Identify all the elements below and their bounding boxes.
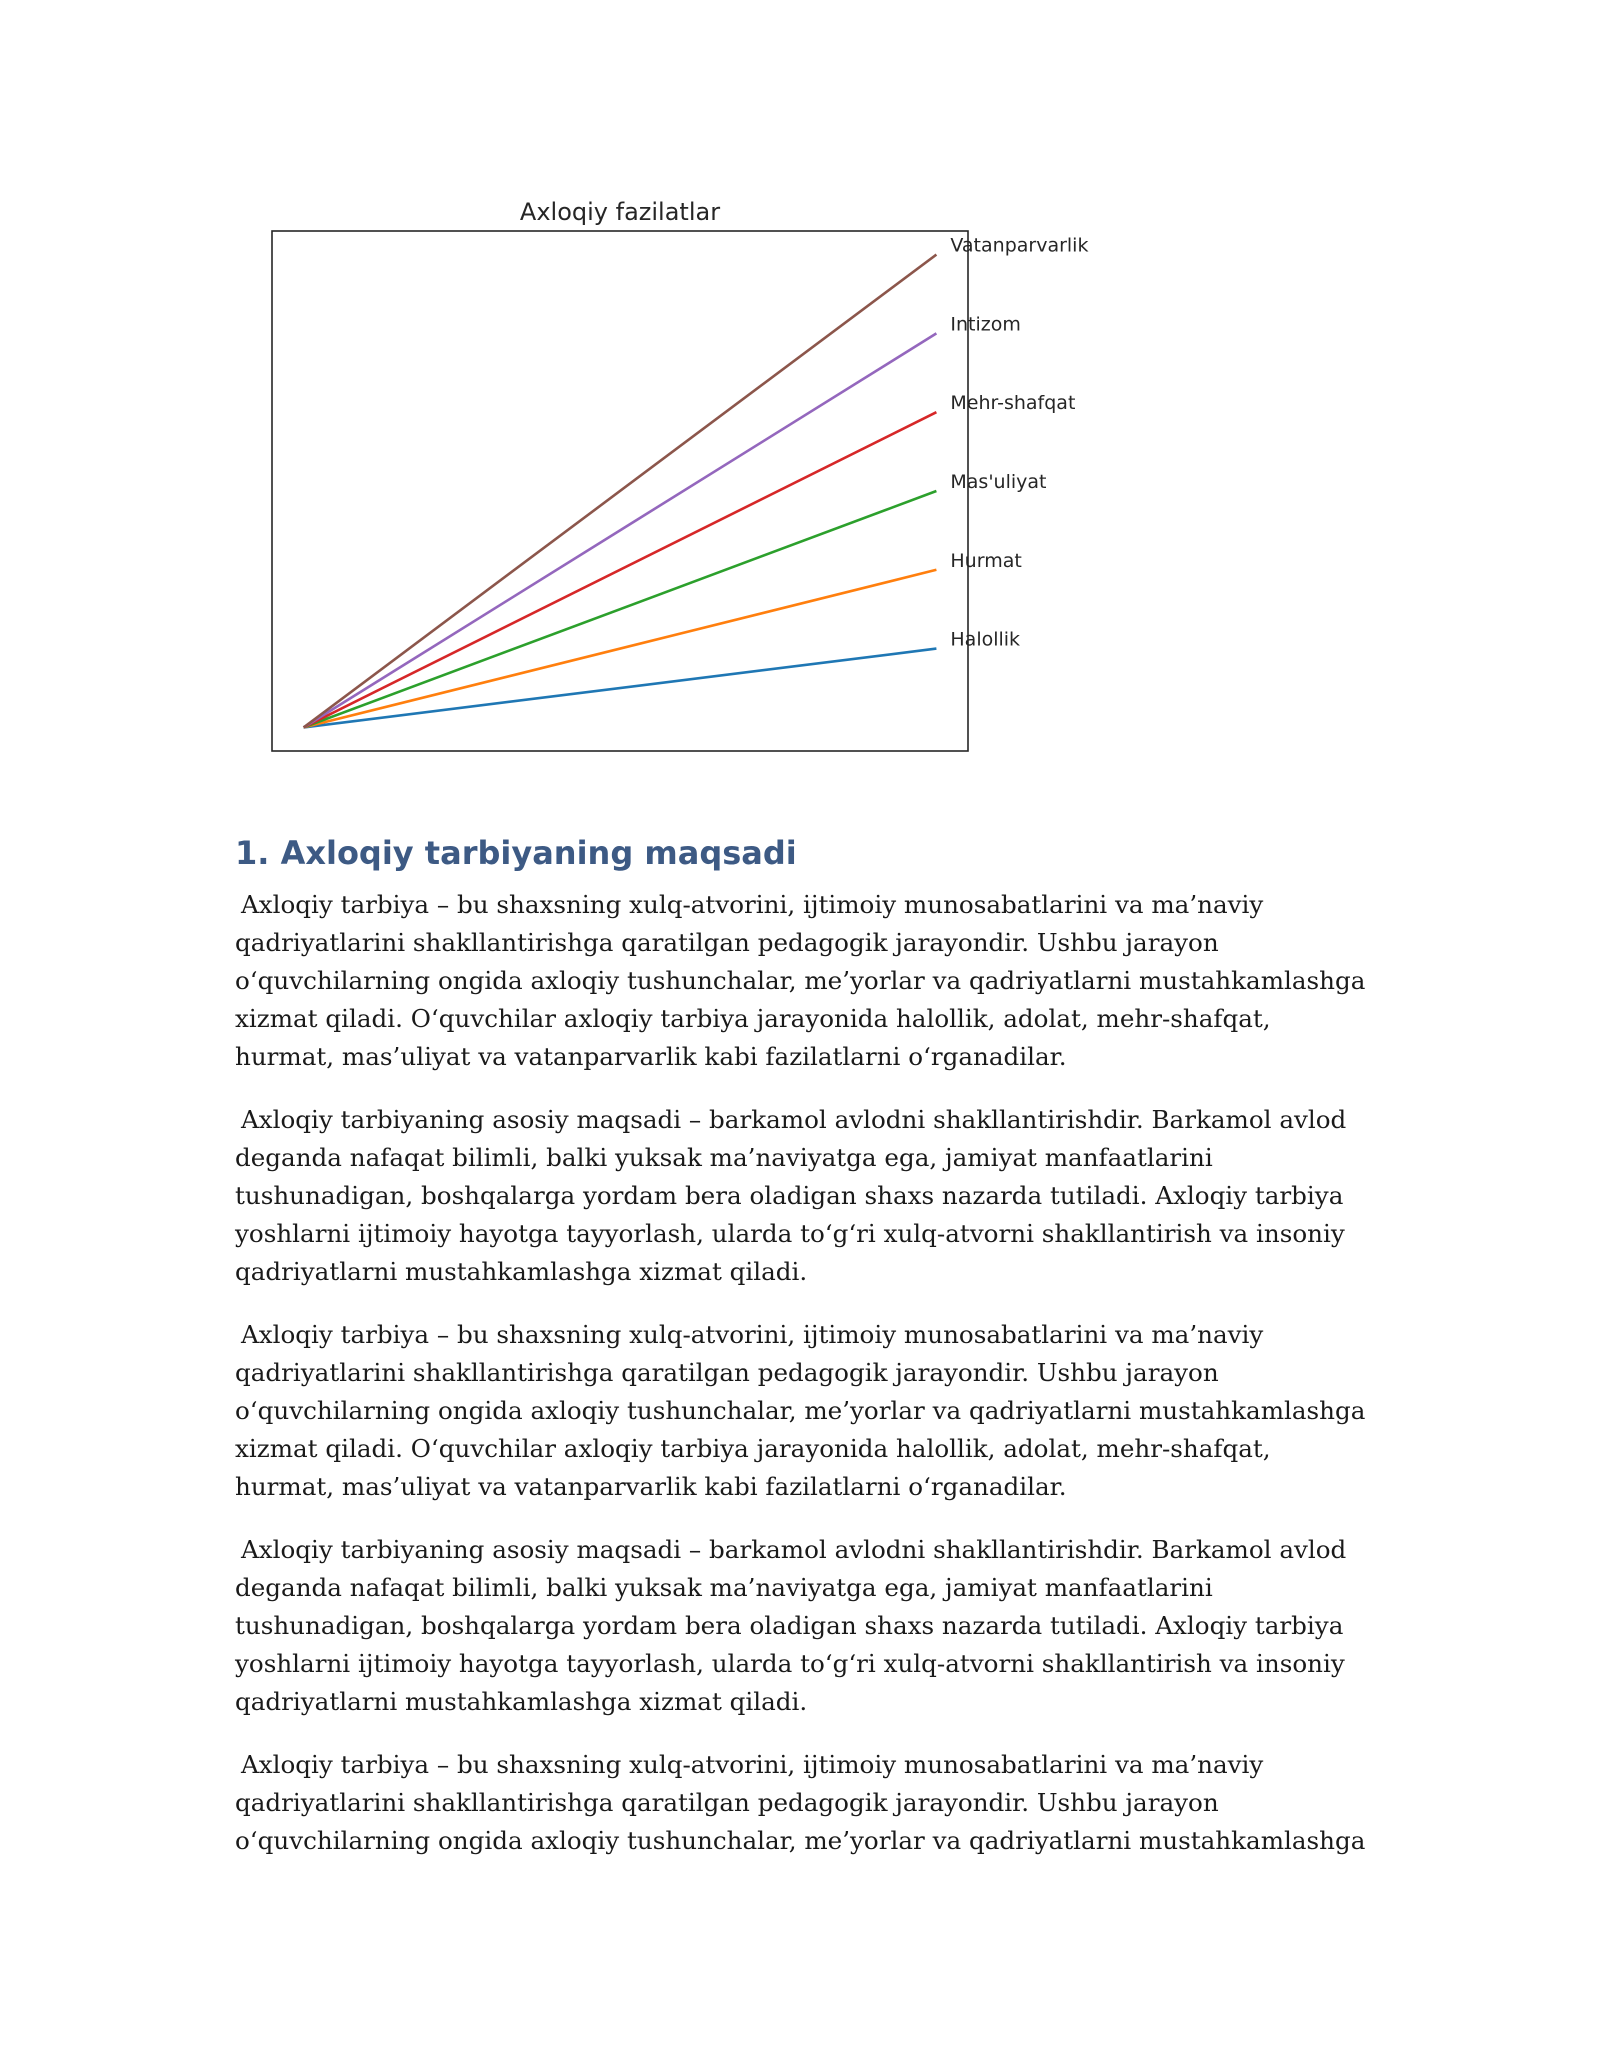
- series-label-3: Mas'uliyat: [950, 471, 1047, 493]
- section-heading: 1. Axloqiy tarbiyaning maqsadi: [235, 834, 797, 872]
- series-line-4: [304, 412, 937, 727]
- series-labels: [950, 235, 1088, 651]
- chart-figure: [0, 0, 1600, 800]
- series-line-3: [304, 491, 937, 727]
- series-label-6: Vatanparvarlik: [950, 234, 1089, 257]
- series-line-2: [304, 570, 937, 728]
- paragraph-3: Axloqiy tarbiya – bu shaxsning xulq-atvorini, ijtimoiy munosabatlarini va ma’naviy qadriyatlarini shakllantirishga qaratilgan pedagogik jarayondir. Ushbu jarayon o‘quvchilarning ongida axloqiy tushunchalar, me’yorlar va qadriyatlarni mustahkamlashga xizmat qiladi. O‘quvchilar axloqiy tarbiya jarayonida halollik, adolat, mehr-shafqat, hurmat, mas’uliyat va vatanparvarlik kabi fazilatlarni o‘rganadilar.: [235, 1320, 1366, 1501]
- document-body: [235, 830, 1375, 1885]
- series-lines: [304, 255, 937, 728]
- paragraph-4: Axloqiy tarbiyaning asosiy maqsadi – barkamol avlodni shakllantirishdir. Barkamol avlod deganda nafaqat bilimli, balki yuksak ma’naviyatga ega, jamiyat manfaatlarini tushunadigan, boshqalarga yordam bera oladigan shaxs nazarda tutiladi. Axloqiy tarbiya yoshlarni ijtimoiy hayotga tayyorlash, ularda to‘g‘ri xulq-atvorni shakllantirish va insoniy qadriyatlarni mustahkamlashga xizmat qiladi.: [235, 1535, 1347, 1716]
- paragraph-2: Axloqiy tarbiyaning asosiy maqsadi – barkamol avlodni shakllantirishdir. Barkamol avlod deganda nafaqat bilimli, balki yuksak ma’naviyatga ega, jamiyat manfaatlarini tushunadigan, boshqalarga yordam bera oladigan shaxs nazarda tutiladi. Axloqiy tarbiya yoshlarni ijtimoiy hayotga tayyorlash, ularda to‘g‘ri xulq-atvorni shakllantirish va insoniy qadriyatlarni mustahkamlashga xizmat qiladi.: [235, 1105, 1347, 1286]
- series-line-1: [304, 649, 937, 728]
- series-label-5: Intizom: [950, 313, 1021, 336]
- series-label-2: Hurmat: [950, 549, 1022, 572]
- series-line-6: [304, 255, 937, 728]
- chart-title: Axloqiy fazilatlar: [519, 198, 721, 226]
- paragraph-5: Axloqiy tarbiya – bu shaxsning xulq-atvorini, ijtimoiy munosabatlarini va ma’naviy qadriyatlarini shakllantirishga qaratilgan pedagogik jarayondir. Ushbu jarayon o‘quvchilarning ongida axloqiy tushunchalar, me’yorlar va qadriyatlarni mustahkamlashga: [235, 1750, 1366, 1855]
- line-chart: [0, 0, 1600, 800]
- paragraph-1: Axloqiy tarbiya – bu shaxsning xulq-atvorini, ijtimoiy munosabatlarini va ma’naviy qadriyatlarini shakllantirishga qaratilgan pedagogik jarayondir. Ushbu jarayon o‘quvchilarning ongida axloqiy tushunchalar, me’yorlar va qadriyatlarni mustahkamlashga xizmat qiladi. O‘quvchilar axloqiy tarbiya jarayonida halollik, adolat, mehr-shafqat, hurmat, mas’uliyat va vatanparvarlik kabi fazilatlarni o‘rganadilar.: [235, 890, 1366, 1071]
- series-label-4: Mehr-shafqat: [950, 392, 1076, 415]
- series-label-1: Halollik: [950, 628, 1021, 651]
- series-line-5: [304, 333, 937, 727]
